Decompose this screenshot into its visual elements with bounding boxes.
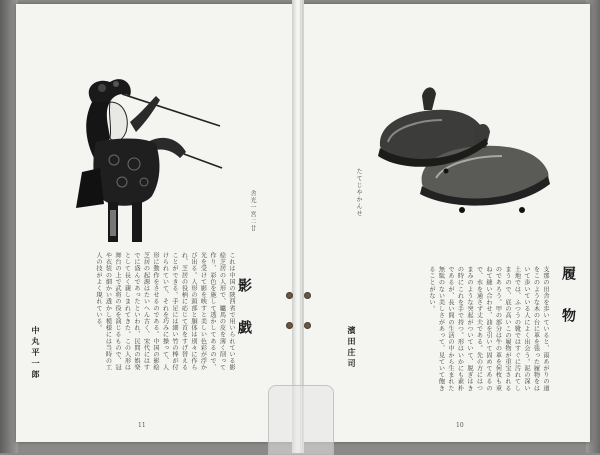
left-article-author: 中丸平一郎 [31, 326, 40, 381]
binding-clip [268, 385, 334, 455]
right-figure-caption: たてじやかんせ [355, 168, 362, 217]
right-page [300, 4, 590, 442]
shoes-figure [362, 76, 562, 226]
left-figure-caption: 舎光一宮二廿 [249, 190, 256, 232]
shadow-puppet-figure [52, 72, 252, 252]
right-article-body: 支那の田舎を歩いていると、雨あがりの道をこのような木の台に革を張った履物をはいて歩いている人によく出会う。泥の深い土地では、ふつうの靴ではすぐに汚れてしまうので、底の高いこの履物が重宝されるのであろう。甲の部分は牛の革を何枚も重ねて縫い合わせ、油を引いて固めてあるので、水を通さず丈夫である。先の方にはつまみのような突起がついていて、脱ぎはきの時にこれを手で持つ。形はいかにも素朴であるが、長い間の生活の中から生まれた無駄のない美しさがあって、見ていて飽きることがない。 [428, 266, 549, 392]
binding-hole-lower-left [286, 322, 293, 329]
left-page-number: 11 [138, 422, 146, 429]
right-page-number: 10 [456, 422, 464, 429]
right-article-author: 濱田庄司 [347, 326, 356, 370]
left-article-title: 影 戯 [236, 278, 252, 340]
right-article-title: 履 物 [560, 266, 576, 328]
binding-hole-upper-right [304, 292, 311, 299]
binding-hole-lower-right [304, 322, 311, 329]
binding-hole-upper-left [286, 292, 293, 299]
left-page [16, 4, 296, 442]
left-article-body: これは中国の陝西省で用いられている影絵芝居の人形で、驢馬の皮を薄く削って作り、彩色を施して透かしてあるので、光を受けて影を映すと美しい色彩が浮かび出る。人形の頭部と胴体は別々に作られ、芝居の役柄に応じて首をすげ替えることができる。手足には細い竹の棒が付けられていて、それを巧みに操って、人形に動作をさせるのである。中国の影絵芝居の起源はたいへん古く、宋代にはすでに盛んであったといわれ、民間の娯楽として長く親しまれてきた。この人形は舞台の上で武将の役を演じるもので、冠や衣装の細かい透かし模様には当時の工人の技がよく現れている。 [95, 252, 235, 371]
